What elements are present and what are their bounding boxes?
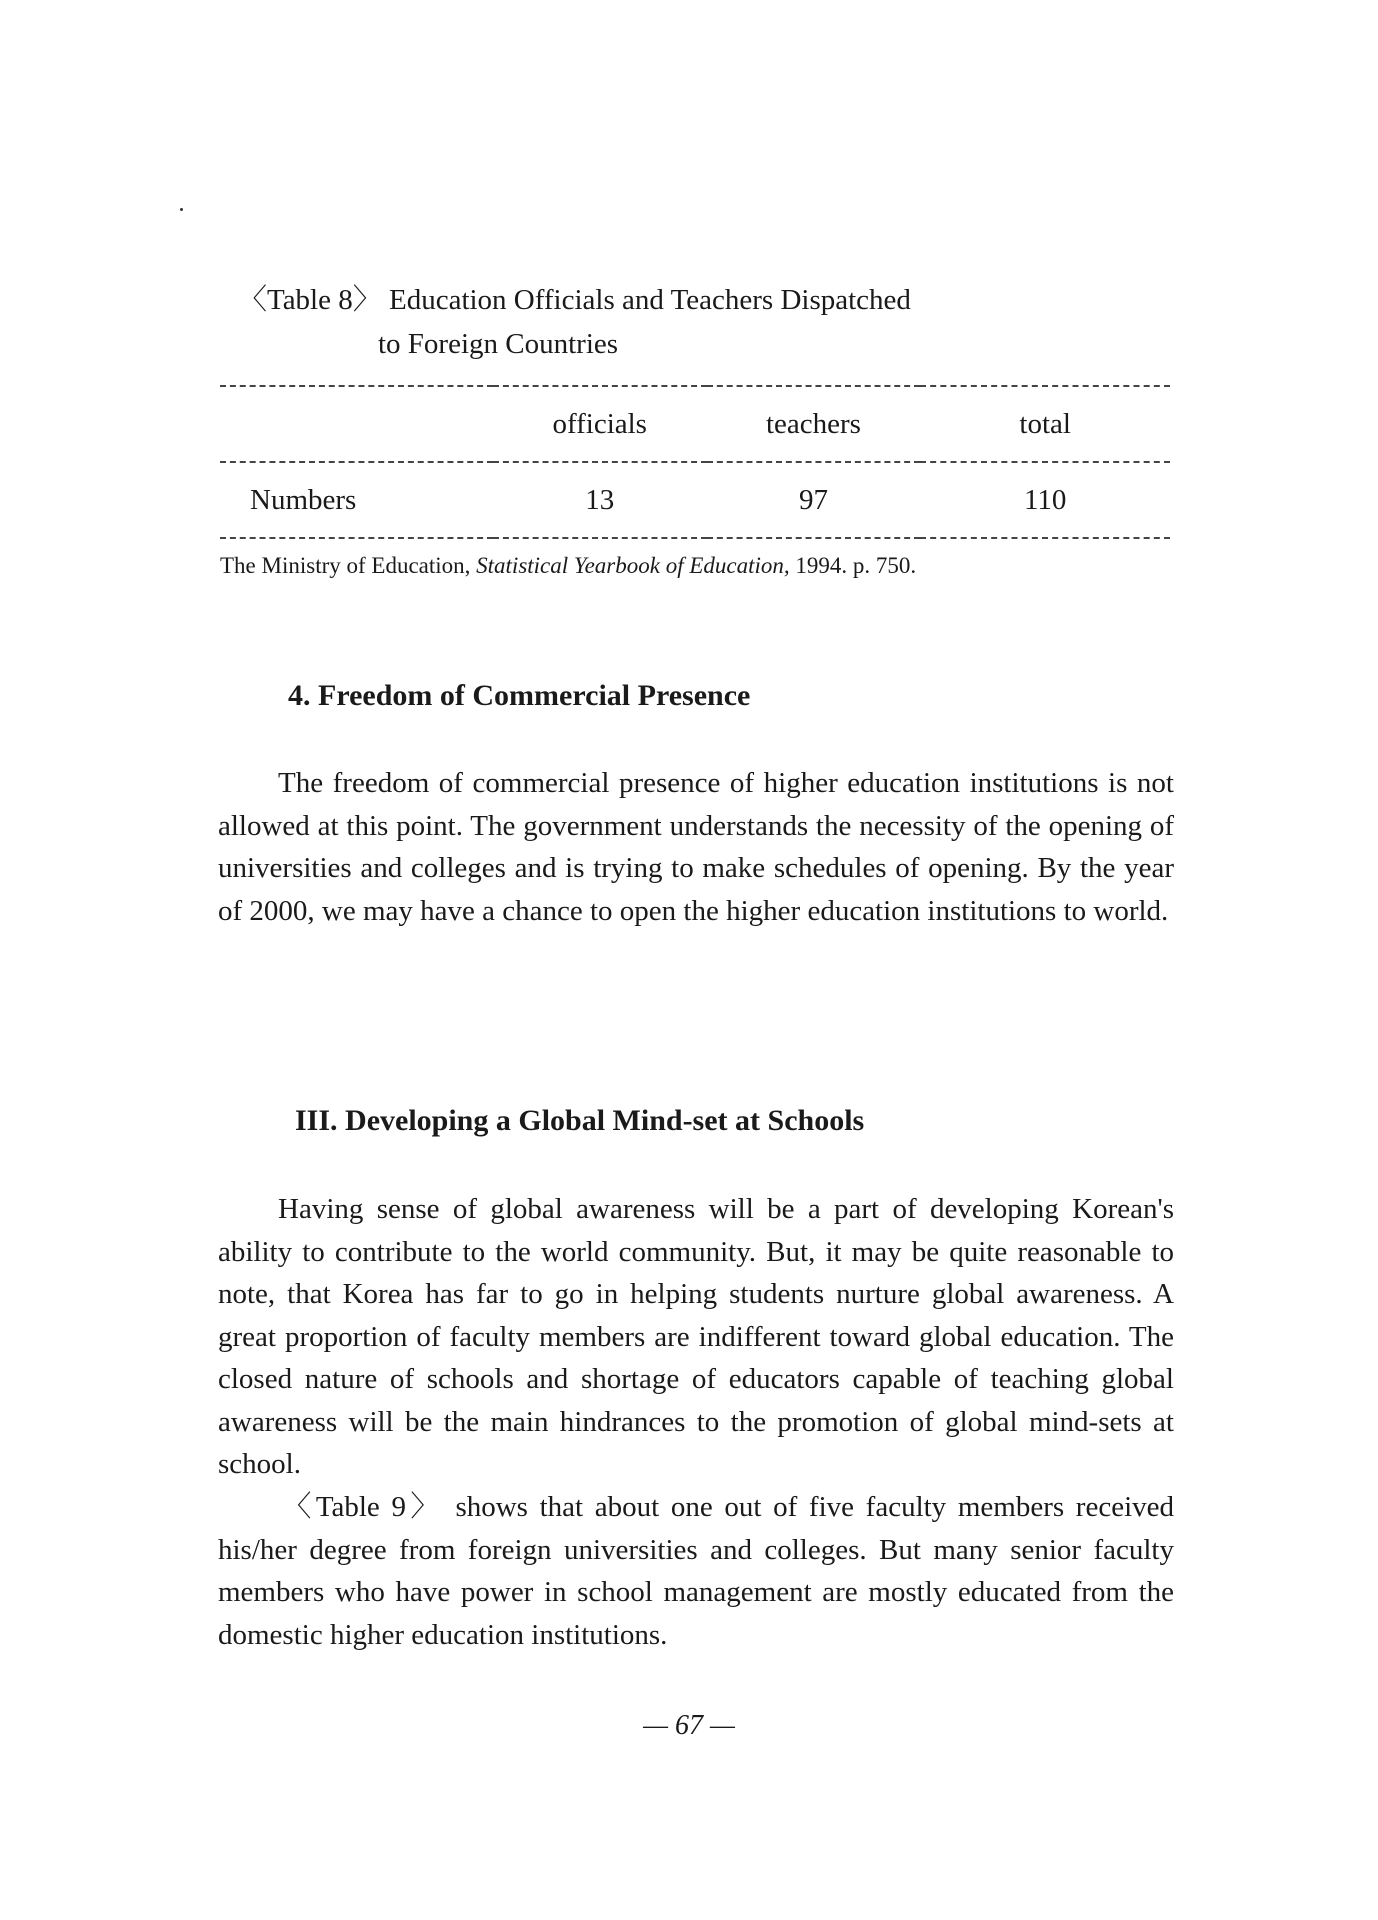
stray-mark xyxy=(180,208,183,211)
section-heading: III. Developing a Global Mind-set at Schools xyxy=(295,1104,865,1137)
section-heading: 4. Freedom of Commercial Presence xyxy=(288,679,751,712)
table-caption xyxy=(238,278,1038,366)
paragraph-text: The freedom of commercial presence of higher education institutions is not allowed at this point. The government understands the necessity of the opening of universities and colleges and is trying to make schedules of opening. By the year of 2000, we may have a chance to open the higher education institutions to world. xyxy=(218,767,1174,927)
table-row xyxy=(220,462,1170,538)
body-paragraph xyxy=(218,1486,1174,1656)
paragraph-text: 〈Table 9〉 shows that about one out of five faculty members received his/her degree from foreign universities and colleges. But many senior faculty members who have power in school management are mostly educated from the domestic higher education institutions. xyxy=(218,1491,1174,1651)
page-number: — 67 — xyxy=(643,1710,735,1741)
body-paragraph xyxy=(218,762,1174,932)
table-header-cell: officials xyxy=(552,407,647,440)
table-cell: 110 xyxy=(1023,483,1067,516)
body-paragraph xyxy=(218,1188,1174,1486)
table-cell: 97 xyxy=(798,483,828,516)
table-header-row xyxy=(220,386,1170,462)
source-prefix: The Ministry of Education, xyxy=(220,553,477,578)
table-source xyxy=(220,550,916,582)
table-header-cell: total xyxy=(1019,407,1071,440)
table-cell: 13 xyxy=(585,483,615,516)
table-cell: Numbers xyxy=(250,483,357,516)
data-table xyxy=(220,385,1170,539)
table-header-cell: teachers xyxy=(765,407,861,440)
source-suffix: 1994. p. 750. xyxy=(789,553,917,578)
source-title: Statistical Yearbook of Education, xyxy=(476,553,790,578)
table-caption-line1: 〈Table 8〉 Education Officials and Teachers Dispatched xyxy=(238,284,911,316)
table-header-cell xyxy=(220,386,493,462)
table-caption-line2: to Foreign Countries xyxy=(378,328,619,360)
paragraph-text: Having sense of global awareness will be a part of developing Korean's ability to contribute to the world community. But, it may be quite reasonable to note, that Korea has far to go in helping students nurture global awareness. A great proportion of faculty members are indifferent toward global education. The closed nature of schools and shortage of educators capable of teaching global awareness will be the main hindrances to the promotion of global mind-sets at school. xyxy=(218,1193,1174,1480)
